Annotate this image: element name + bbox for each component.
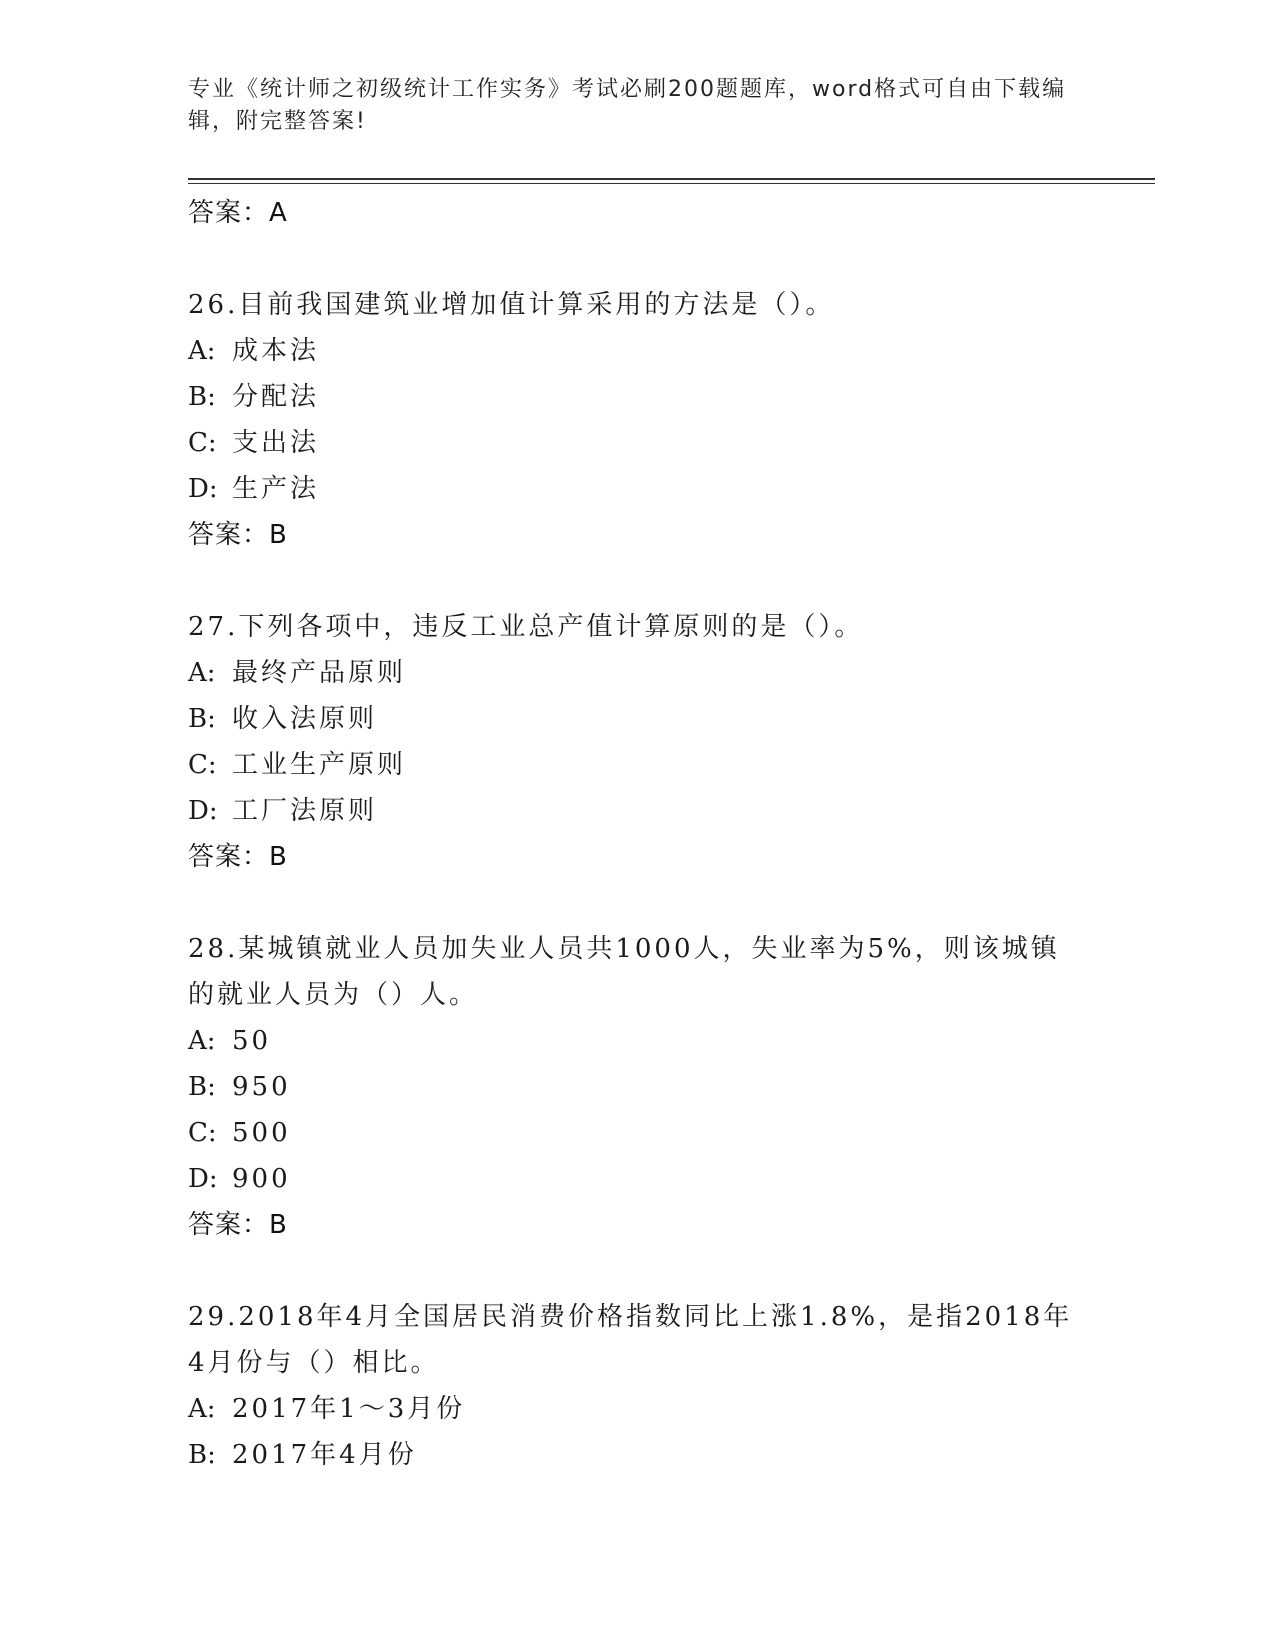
option-text: 成本法 [232,336,320,366]
question-text: 28.某城镇就业人员加失业人员共1000人，失业率为5%，则该城镇的就业人员为（）人。 [188,934,1060,1010]
option-text: 2017年4月份 [232,1440,417,1470]
option-key: B: [188,382,216,412]
option-key: D: [188,796,218,826]
header-divider-thick [188,178,1155,180]
option-b [188,1432,1088,1478]
option-text: 900 [232,1164,291,1194]
option-key: A: [188,1026,216,1056]
option-text: 950 [232,1072,291,1102]
option-b [188,1064,1088,1110]
option-d [188,788,1088,834]
question-item [188,1294,1088,1478]
option-key: C: [188,1118,217,1148]
option-text: 收入法原则 [232,704,378,734]
question-text: 26.目前我国建筑业增加值计算采用的方法是（）。 [188,290,835,320]
option-d [188,1156,1088,1202]
option-a [188,328,1088,374]
question-item [188,604,1088,880]
option-key: A: [188,658,216,688]
document-header: 专业《统计师之初级统计工作实务》考试必刷200题题库，word格式可自由下载编辑，附完整答案! [188,77,1067,134]
option-key: D: [188,1164,218,1194]
answer-line: 答案：A [188,198,288,228]
option-text: 分配法 [232,382,320,412]
option-text: 最终产品原则 [232,658,407,688]
option-key: D: [188,474,218,504]
option-d [188,466,1088,512]
option-text: 50 [232,1026,272,1056]
option-key: B: [188,1072,216,1102]
header-divider-thin [188,183,1155,184]
question-list [188,190,1088,1478]
question-item [188,926,1088,1248]
option-key: A: [188,1394,216,1424]
option-text: 工业生产原则 [232,750,407,780]
option-key: C: [188,428,217,458]
option-a [188,1386,1088,1432]
question-text: 27.下列各项中，违反工业总产值计算原则的是（）。 [188,612,864,642]
option-text: 支出法 [232,428,320,458]
option-c [188,1110,1088,1156]
option-b [188,374,1088,420]
answer-line: 答案：B [188,842,288,872]
option-a [188,650,1088,696]
option-text: 生产法 [232,474,320,504]
question-item [188,282,1088,558]
option-c [188,420,1088,466]
option-key: B: [188,704,216,734]
option-text: 工厂法原则 [232,796,378,826]
answer-line: 答案：B [188,1210,288,1240]
option-text: 500 [232,1118,291,1148]
option-c [188,742,1088,788]
question-text: 29.2018年4月全国居民消费价格指数同比上涨1.8%，是指2018年4月份与（）相比。 [188,1302,1073,1378]
option-key: A: [188,336,216,366]
option-text: 2017年1～3月份 [232,1394,466,1424]
option-key: C: [188,750,217,780]
option-key: B: [188,1440,216,1470]
option-a [188,1018,1088,1064]
answer-line: 答案：B [188,520,288,550]
option-b [188,696,1088,742]
